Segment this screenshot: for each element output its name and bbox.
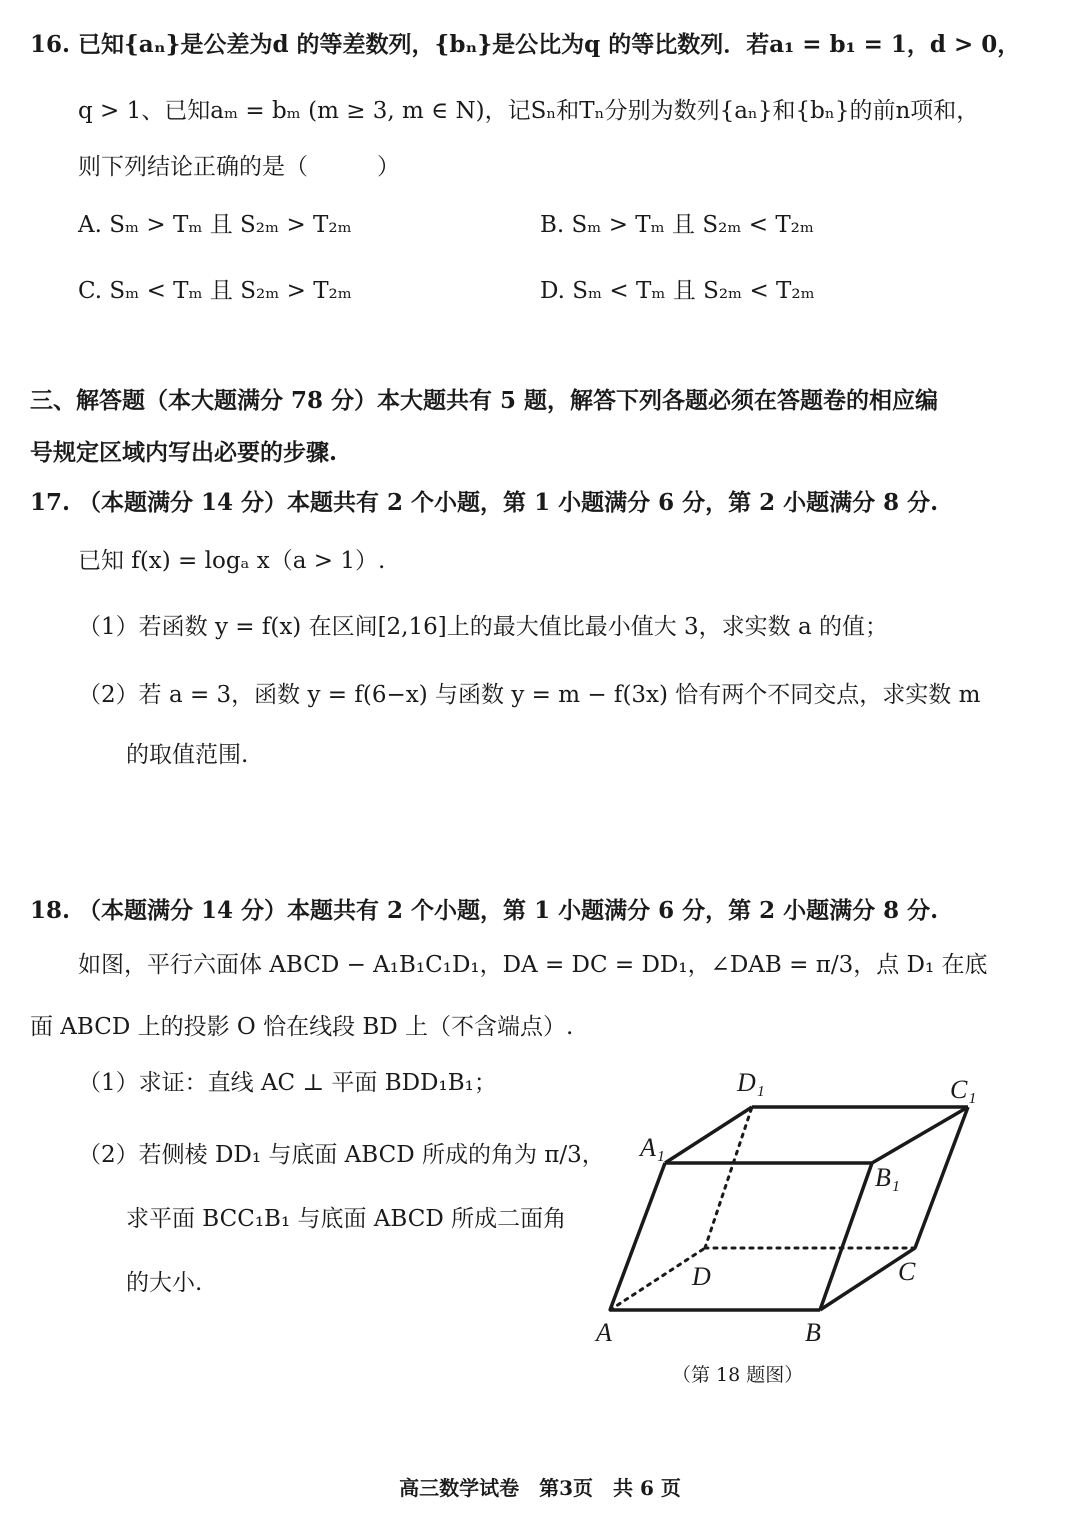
label-c: C [898, 1257, 916, 1286]
q18-part2-line2: 求平面 BCC₁B₁ 与底面 ABCD 所成二面角 [126, 1206, 567, 1232]
q17-part2-line2: 的取值范围. [126, 742, 249, 768]
label-a1: A₁ [640, 1133, 665, 1162]
edge-bb1 [820, 1163, 872, 1310]
q18-header: 18. （本题满分 14 分）本题共有 2 个小题，第 1 小题满分 6 分，第 2 小题满分 8 分. [30, 897, 939, 924]
q16-line2: q > 1、已知aₘ = bₘ (m ≥ 3, m ∈ N)，记Sₙ和Tₙ分别为数列{aₙ}和{bₙ}的前n项和， [78, 98, 980, 124]
label-b1: B₁ [875, 1163, 900, 1192]
q17-header: 17. （本题满分 14 分）本题共有 2 个小题，第 1 小题满分 6 分，第 2 小题满分 8 分. [30, 489, 939, 516]
page-footer: 高三数学试卷 第3页 共 6 页 [399, 1476, 681, 1500]
q18-given-line1: 如图，平行六面体 ABCD − A₁B₁C₁D₁，DA = DC = DD₁，∠DAB = π/3，点 D₁ 在底 [78, 952, 988, 978]
figure-caption: （第 18 题图） [672, 1364, 804, 1386]
section3-line1: 三、解答题（本大题满分 78 分）本大题共有 5 题，解答下列各题必须在答题卷的相应编 [30, 387, 939, 414]
q16-option-d: D. Sₘ < Tₘ 且 S₂ₘ < T₂ₘ [540, 278, 815, 304]
label-d1: D₁ [737, 1068, 765, 1097]
q18-part2-line1: （2）若侧棱 DD₁ 与底面 ABCD 所成的角为 π/3， [78, 1142, 605, 1168]
q18-part2-line3: 的大小. [126, 1270, 203, 1296]
hidden-edge-dd1 [705, 1107, 752, 1248]
q16-option-b: B. Sₘ > Tₘ 且 S₂ₘ < T₂ₘ [540, 212, 814, 238]
q17-part1: （1）若函数 y = f(x) 在区间[2,16]上的最大值比最小值大 3，求实数 a 的值； [78, 614, 889, 640]
label-b: B [805, 1318, 821, 1347]
q18-part1: （1）求证：直线 AC ⊥ 平面 BDD₁B₁； [78, 1070, 497, 1096]
parallelepiped-figure [580, 1060, 1020, 1360]
label-c1: C₁ [950, 1075, 977, 1104]
edge-d1a1 [665, 1107, 752, 1163]
hidden-edge-ad [610, 1248, 705, 1310]
q17-part2-line1: （2）若 a = 3，函数 y = f(6−x) 与函数 y = m − f(3x) 恰有两个不同交点，求实数 m [78, 682, 981, 708]
q16-line3: 则下列结论正确的是（ ） [78, 154, 400, 180]
edge-b1c1 [872, 1107, 968, 1163]
label-d: D [692, 1262, 711, 1291]
label-a: A [596, 1318, 612, 1347]
edge-cc1 [915, 1107, 968, 1248]
q16-option-c: C. Sₘ < Tₘ 且 S₂ₘ > T₂ₘ [78, 278, 352, 304]
q17-given: 已知 f(x) = logₐ x（a > 1）. [78, 548, 386, 574]
edge-aa1 [610, 1163, 665, 1310]
q16-option-a: A. Sₘ > Tₘ 且 S₂ₘ > T₂ₘ [78, 212, 352, 238]
section3-line2: 号规定区域内写出必要的步骤. [30, 439, 338, 466]
q16-line1: 16. 已知{aₙ}是公差为d 的等差数列，{bₙ}是公比为q 的等比数列．若a₁ = b₁ = 1，d > 0， [30, 31, 1021, 58]
q18-given-line2: 面 ABCD 上的投影 O 恰在线段 BD 上（不含端点）. [30, 1014, 574, 1040]
